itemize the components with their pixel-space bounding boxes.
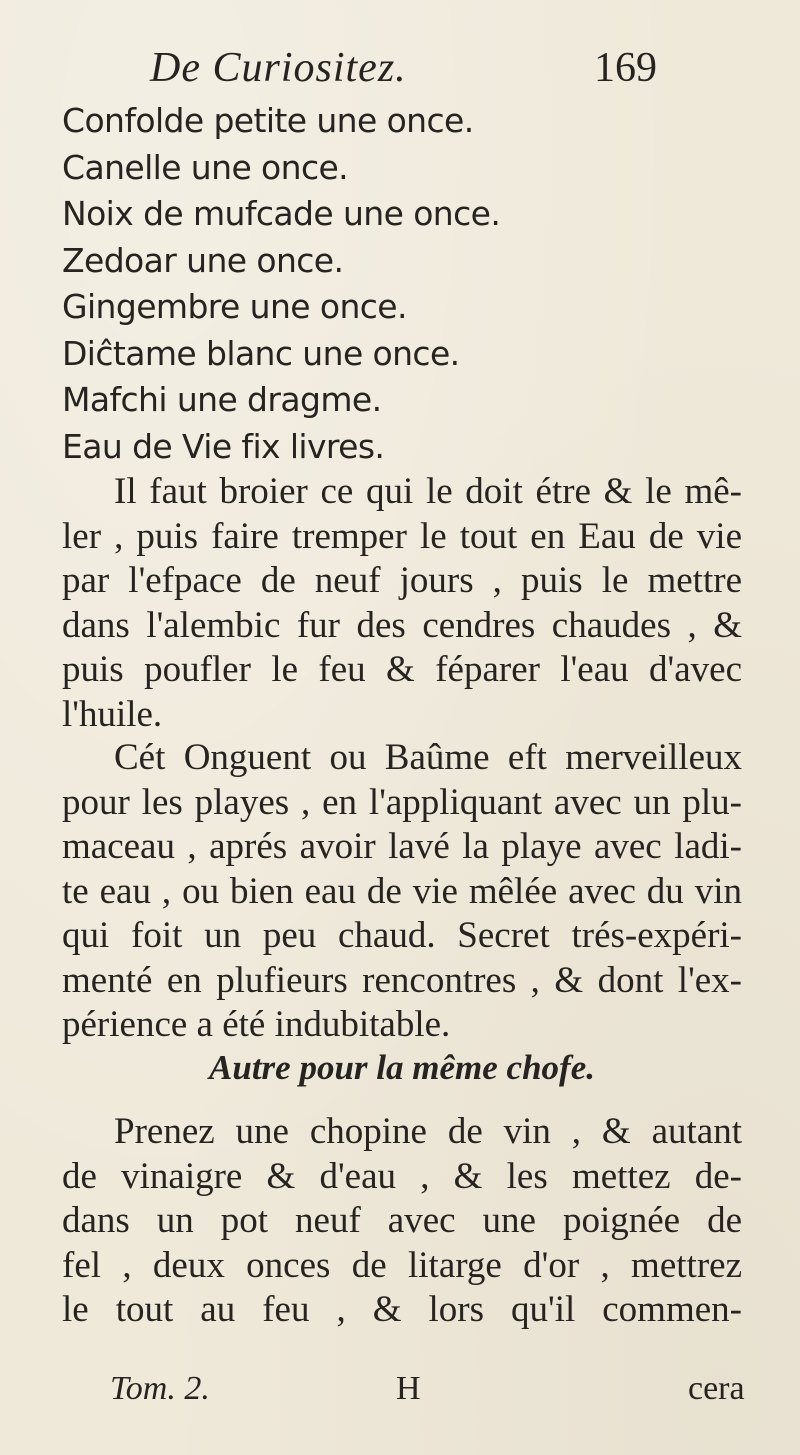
text-line: Prenez une chopine de vin , & autant (114, 1111, 742, 1152)
signature-mark: H (396, 1370, 421, 1407)
preparation-paragraph (62, 470, 742, 737)
second-recipe-paragraph (62, 1110, 742, 1333)
running-title: De Curiositez. (150, 45, 407, 91)
catchword: cera (688, 1370, 745, 1407)
ingredient-line: Canelle une once. (62, 147, 349, 187)
page-header (0, 44, 800, 100)
ingredient-line: Eau de Vie fix livres. (62, 426, 385, 466)
page-footer (0, 1370, 800, 1416)
volume-signature: Tom. 2. (110, 1370, 210, 1407)
ingredient-list (62, 98, 762, 470)
usage-paragraph (62, 736, 742, 1048)
text-line: puis poufler le feu & féparer l'eau d'avec (62, 649, 742, 690)
text-line: Cét Onguent ou Baûme eft merveilleux (114, 737, 742, 778)
text-line: pour les playes , en l'appliquant avec un plu- (62, 781, 742, 823)
text-line: dans l'alembic fur des cendres chaudes , & (62, 604, 742, 646)
text-line: qui foit un peu chaud. Secret trés-expéri- (62, 915, 742, 956)
text-line: maceau , aprés avoir lavé la playe avec ladi- (62, 826, 742, 867)
text-line: fel , deux onces de litarge d'or , mettrez (62, 1244, 742, 1286)
page-number: 169 (594, 45, 657, 91)
text-line: te eau , ou bien eau de vie mêlée avec du vin (62, 870, 742, 912)
text-line: l'huile. (62, 693, 163, 735)
text-line: menté en plufieurs rencontres , & dont l'ex- (62, 959, 742, 1001)
text-line: dans un pot neuf avec une poignée de (62, 1200, 742, 1241)
ingredient-line: Noix de mufcade une once. (62, 194, 501, 233)
text-line: Il faut broier ce qui le doit étre & le mê- (114, 471, 742, 512)
text-line: de vinaigre & d'eau , & les mettez de- (62, 1155, 742, 1197)
text-line: le tout au feu , & lors qu'il commen- (62, 1289, 742, 1330)
text-line: ler , puis faire tremper le tout en Eau de vie (62, 515, 742, 557)
section-heading: Autre pour la même chofe. (209, 1048, 595, 1087)
ingredient-line: Diĉtame blanc une once. (62, 333, 460, 373)
ingredient-line: Gingembre une once. (62, 287, 407, 326)
ingredient-line: Zedoar une once. (62, 240, 344, 280)
text-line: par l'efpace de neuf jours , puis le mettre (62, 560, 742, 601)
text-line: périence a été indubitable. (62, 1004, 451, 1045)
ingredient-line: Confolde petite une once. (62, 101, 474, 140)
ingredient-line: Mafchi une dragme. (62, 380, 382, 419)
